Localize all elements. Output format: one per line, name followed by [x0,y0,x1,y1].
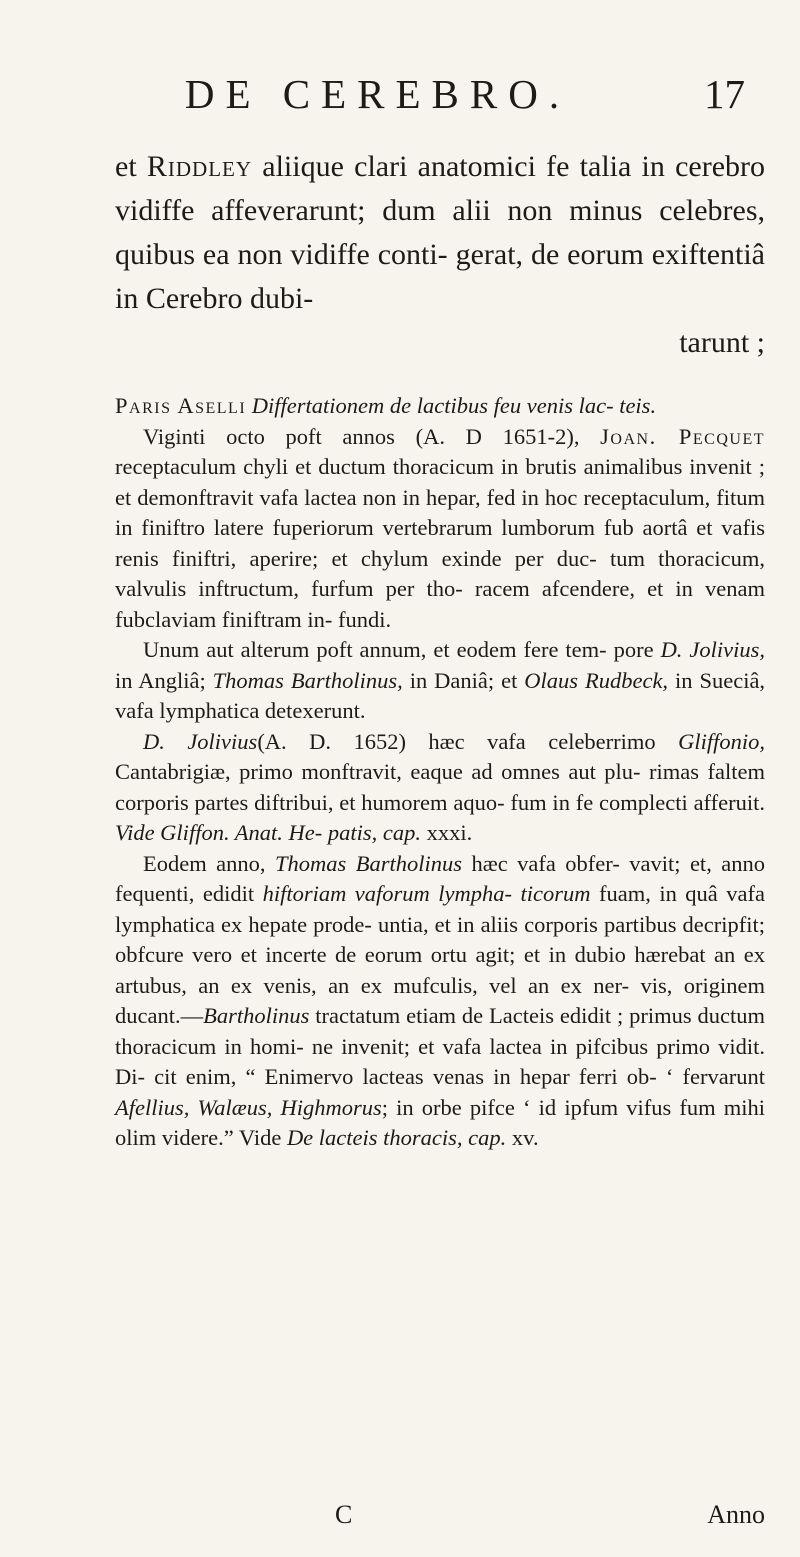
paragraph-jolivius [115,727,765,849]
bartholinus-text-e: ; in orbe pifce ‘ id ipfum vifus fum mihi olim videre.” Vide [115,1094,766,1150]
page-header [90,70,745,118]
jolivius-text-c: xxxi. [426,820,473,845]
title-historia: hiftoriam vaforum lympha- ticorum [262,881,591,906]
name-jolivius-2: D. Jolivius [143,728,258,754]
paragraph-lymphatics-discovery [115,635,765,727]
jolivius-text-b: Cantabrigiæ, primo monftravit, eaque ad omnes aut plu- rimas faltem corporis partes diftribui, et humorem aquo- fum in fe complecti afferuit. [115,759,765,815]
catchword: Anno [707,1500,765,1529]
paragraph-bartholinus [115,849,765,1154]
bartholinus-text-c: fuam, in quâ vafa lymphatica ex hepate prode- untia, et in aliis corporis partibus decripfit; obfcure vero et incerte de eorum ortu agit; et in dubio hærebat an ex artubus, an ex venis, an ex mufculis, vel an ex ner- vis, originem ducant.— [115,881,765,1028]
paragraph-riddley-end: tarunt ; [679,326,765,359]
heading-aselli-name: Paris Aselli [115,393,247,418]
discovery-text-b: in Angliâ; [115,667,206,693]
name-riddley: Riddley [146,150,253,183]
page-body [115,145,765,1154]
title-de-lacteis: De lacteis thoracis, cap. [286,1125,507,1150]
name-rudbeck: Olaus Rudbeck, [524,667,669,693]
name-pecquet: Joan. Pecquet [600,423,765,449]
paragraph-riddley: et Riddley aliique clari anatomici fe talia in cerebro vidiffe affeverarunt; dum alii non minus celebres, quibus ea non vidiffe conti- gerat, de eorum exiftentiâ in Cerebro dubi- [115,150,766,315]
bartholinus-text-d: tractatum etiam de Lacteis edidit ; primus ductum thoracicum in homi- ne invenit; et vafa lactea in pifcibus primo vidit. Di- cit enim, “ Enimervo lacteas venas in hepar ferri ob- ‘ fervarunt [115,1003,765,1089]
name-bartholinus: Thomas Bartholinus, [212,667,403,693]
heading-aselli-title: Differtationem de lactibus feu venis lac- teis. [251,393,657,418]
bartholinus-text-b: hæc vafa obfer- vavit; et, anno fequenti, edidit [115,850,765,906]
signature-mark: C [335,1500,353,1529]
name-bartholinus-3: Bartholinus [203,1003,310,1028]
paragraph-riddley-text: aliique clari anatomici fe talia in cerebro vidiffe affeverarunt; dum alii non minus celebres, quibus ea non vidiffe conti- gerat, de eorum exiftentiâ in Cerebro dubi- [115,150,766,315]
name-jolivius: D. Jolivius, [660,637,766,662]
discovery-text-c: in Daniâ; et [409,667,518,693]
page-number: 17 [704,71,745,117]
name-bartholinus-2: Thomas Bartholinus [275,850,462,876]
pecquet-text-b: receptaculum chyli et ductum thoracicum in brutis animalibus invenit ; et demonftravit vafa lactea non in hepar, fed in hoc receptaculum, fitum in finiftro latere fuperiorum vertebrarum lumborum fub aortâ et vafis renis finiftri, aperire; et chylum exinde per duc- tum thoracicum, valvulis inftructum, furfum per tho- racem afcendere, et in venam fubclaviam finiftram in- fundi. [115,454,765,632]
running-head: DE CEREBRO. [184,71,571,117]
reference-glisson: Vide Gliffon. Anat. He- patis, cap. [115,820,422,845]
section-heading-aselli [115,391,765,422]
bartholinus-text-a: Eodem anno, [143,850,266,876]
discovery-text-d: in Sueciâ, vafa lymphatica detexerunt. [115,667,766,723]
names-asellius-walaeus-highmorus: Afellius, Walæus, Highmorus [115,1094,382,1120]
name-glisson: Gliffonio, [678,728,766,754]
bartholinus-text-f: xv. [511,1125,539,1150]
jolivius-text-a: (A. D. 1652) hæc vafa celeberrimo [257,728,656,754]
paragraph-pecquet [115,422,765,636]
discovery-text-a: Unum aut alterum poft annum, et eodem fere tem- pore [143,637,654,662]
pecquet-text-a: Viginti octo poft annos (A. D 1651-2), [143,423,580,449]
page-footer [115,1500,765,1536]
